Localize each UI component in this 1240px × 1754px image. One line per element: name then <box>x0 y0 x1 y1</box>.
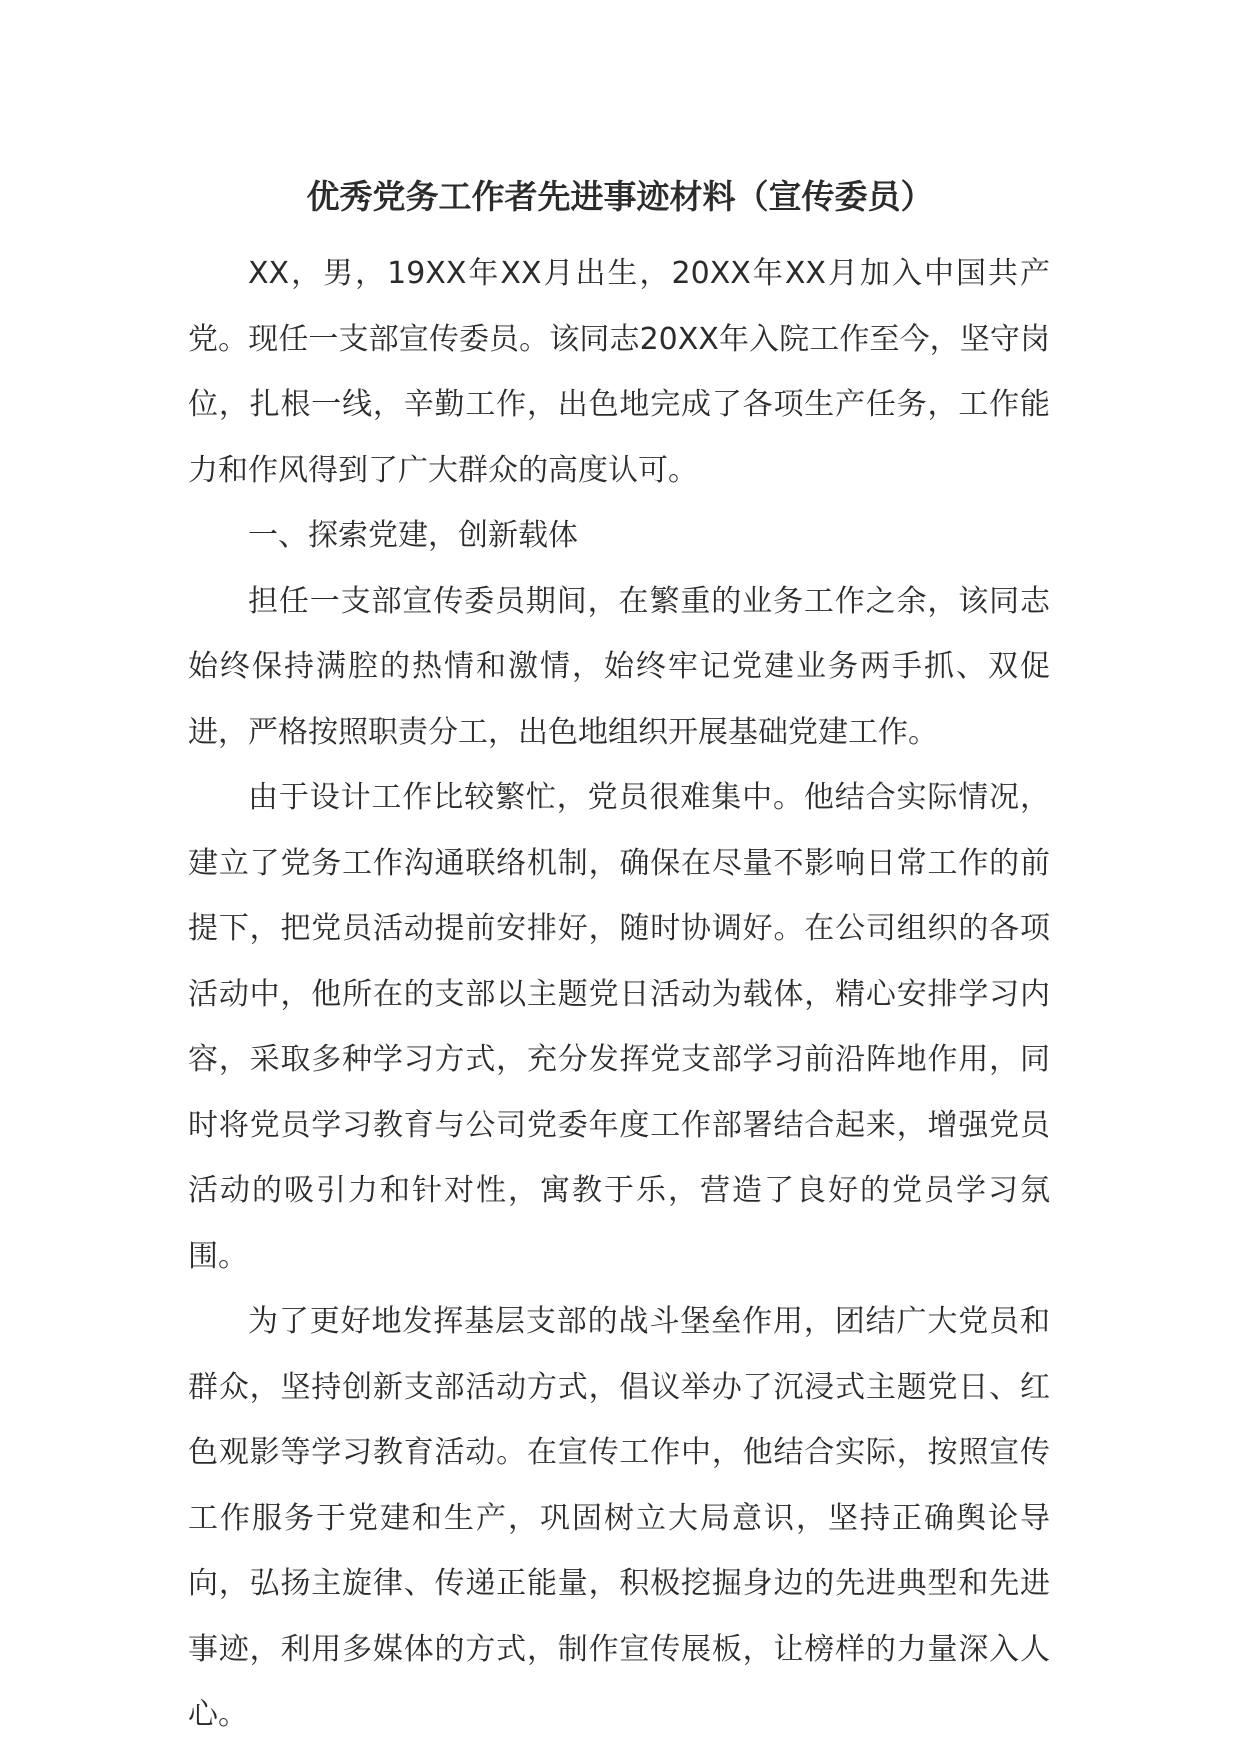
paragraph-intro: XX，男，19XX年XX月出生，20XX年XX月加入中国共产党。现任一支部宣传委员。该同志20XX年入院工作至今，坚守岗位，扎根一线，辛勤工作，出色地完成了各项生产任务，工作能力和作风得到了广大群众的高度认可。 <box>188 256 1050 488</box>
paragraph-responsibilities: 担任一支部宣传委员期间，在繁重的业务工作之余，该同志始终保持满腔的热情和激情，始终牢记党建业务两手抓、双促进，严格按照职责分工，出色地组织开展基础党建工作。 <box>188 583 1050 750</box>
paragraph-coordination: 由于设计工作比较繁忙，党员很难集中。他结合实际情况，建立了党务工作沟通联络机制，确保在尽量不影响日常工作的前提下，把党员活动提前安排好，随时协调好。在公司组织的各项活动中，他所在的支部以主题党日活动为载体，精心安排学习内容，采取多种学习方式，充分发挥党支部学习前沿阵地作用，同时将党员学习教育与公司党委年度工作部署结合起来，增强党员活动的吸引力和针对性，寓教于乐，营造了良好的党员学习氛围。 <box>188 780 1050 1274</box>
document-title: 优秀党务工作者先进事迹材料（宣传委员） <box>306 177 934 216</box>
document-body <box>188 241 1050 1748</box>
paragraph-innovation: 为了更好地发挥基层支部的战斗堡垒作用，团结广大党员和群众，坚持创新支部活动方式，倡议举办了沉浸式主题党日、红色观影等学习教育活动。在宣传工作中，他结合实际，按照宣传工作服务于党建和生产，巩固树立大局意识，坚持正确舆论导向，弘扬主旋律、传递正能量，积极挖掘身边的先进典型和先进事迹，利用多媒体的方式，制作宣传展板，让榜样的力量深入人心。 <box>188 1304 1050 1732</box>
section-heading: 一、探索党建，创新载体 <box>248 518 578 553</box>
